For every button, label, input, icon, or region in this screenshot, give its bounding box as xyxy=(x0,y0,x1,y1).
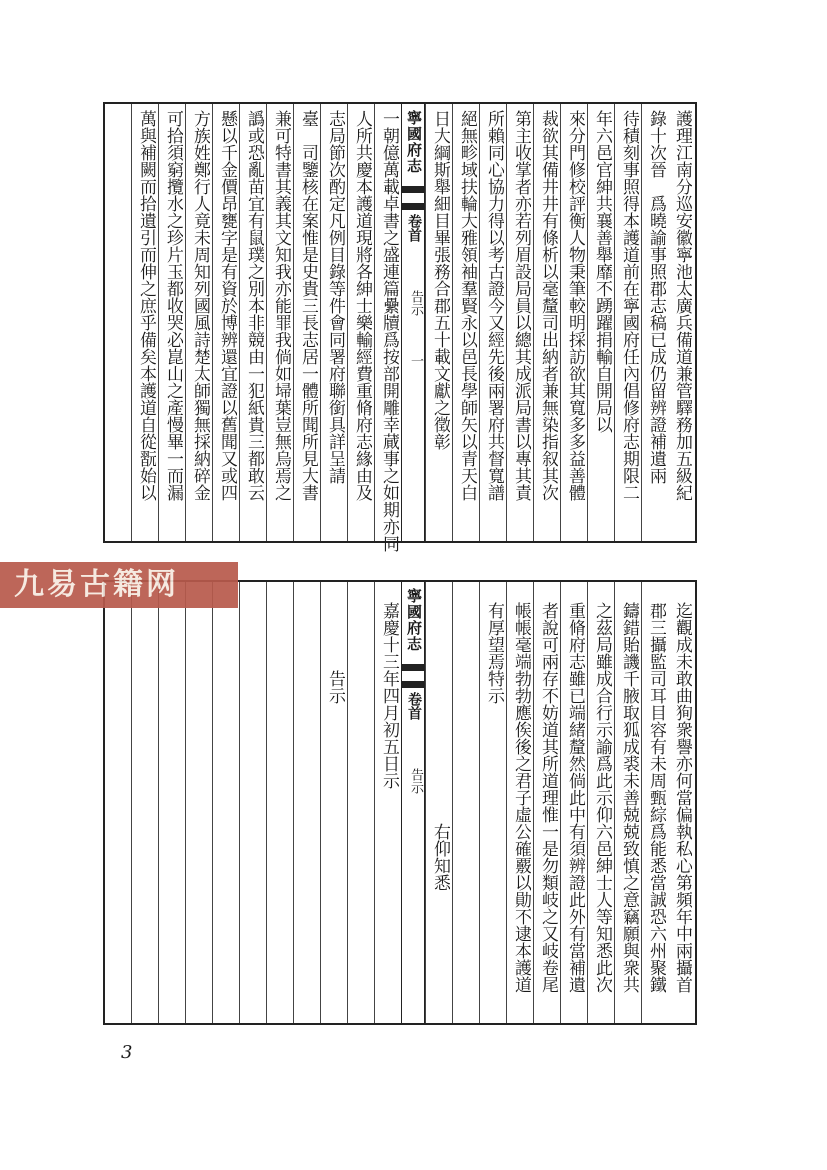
text-column xyxy=(212,582,239,1023)
spine-section: 告示 xyxy=(408,768,423,794)
text-column xyxy=(158,582,185,1023)
text-column xyxy=(425,104,452,541)
column-text: 帳帳毫端勃勃應俟後之君子虛公確覈以勛不逮本護道 xyxy=(511,602,531,993)
spine-page-number: 一 xyxy=(408,354,423,367)
text-column xyxy=(533,582,560,1023)
page-number: 3 xyxy=(121,1042,133,1063)
text-column xyxy=(587,104,614,541)
fishtail-mark-icon xyxy=(402,186,424,210)
text-column xyxy=(560,582,587,1023)
text-column xyxy=(614,104,641,541)
column-text: 所賴同心協力得以考古證今又經先後兩署府共督寬譜 xyxy=(484,110,504,501)
text-column xyxy=(185,104,212,541)
text-column xyxy=(614,582,641,1023)
text-column xyxy=(239,582,266,1023)
text-column xyxy=(320,104,347,541)
text-column xyxy=(374,104,401,552)
column-text: 鑄錯貽譏千腋取狐成裘未善兢兢致慎之意竊願與衆共 xyxy=(619,602,639,993)
fold-spine xyxy=(401,104,425,541)
column-text: 可拾須窮攬水之珍片玉都收哭必崑山之產慢畢一而漏 xyxy=(163,110,183,501)
text-column xyxy=(479,104,506,541)
column-text: 一朝億萬載卓書之盛連篇纍牘爲按部開雕幸蕆事之如期亦同 xyxy=(379,110,399,552)
column-text: 裁欲其備井井有條析以毫釐司出納者兼無染指叙其次 xyxy=(538,110,558,501)
column-text: 有厚望焉特示 xyxy=(484,602,504,704)
text-column xyxy=(293,104,320,541)
column-text: 兼可特書其義其文知我亦能罪我倘如埽葉豈無烏焉之 xyxy=(271,110,291,501)
spine-title: 寧國府志 xyxy=(405,588,423,652)
column-text: 者說可兩存不妨道其所道理惟一是勿類岐之又岐卷尾 xyxy=(538,602,558,993)
text-column xyxy=(506,582,533,1023)
text-column xyxy=(506,104,533,541)
bottom-page xyxy=(103,580,697,1025)
column-text: 告示 xyxy=(325,602,345,704)
column-text: 人所共慶本護道現將各紳士樂輸經費重脩府志緣由及 xyxy=(352,110,372,501)
column-text: 嘉慶十三年四月初五日示 xyxy=(379,602,399,789)
column-text: 年六邑官紳共襄善舉靡不踴躍捐輸自開局以 xyxy=(592,110,612,433)
text-column xyxy=(320,582,347,1023)
column-text: 來分門修校評衡人物秉筆較明採訪欲其寬多多益善體 xyxy=(565,110,585,501)
column-text: 重脩府志雖已端緒釐然倘此中有須辨證此外有當補遺 xyxy=(565,602,585,993)
watermark-banner: 九易古籍网 xyxy=(0,562,238,608)
text-column xyxy=(158,104,185,541)
text-column xyxy=(347,582,374,1023)
spine-juan: 卷首 xyxy=(406,692,422,720)
text-column xyxy=(641,582,668,1023)
text-column xyxy=(587,582,614,1023)
fold-spine xyxy=(401,582,425,1023)
text-column xyxy=(266,582,293,1023)
column-text: 絕無畛域扶輪大雅領袖羣賢永以邑長學師矢以青天白 xyxy=(457,110,477,501)
spine-juan: 卷首 xyxy=(406,214,422,242)
spine-title: 寧國府志 xyxy=(405,110,423,174)
text-column xyxy=(293,582,320,1023)
fishtail-mark-icon xyxy=(402,664,424,688)
column-text: 第主收掌者亦若列眉設局員以總其成派局書以專其責 xyxy=(511,110,531,501)
column-text: 護理江南分巡安徽寧池太廣兵備道兼管驛務加五級紀 xyxy=(672,110,692,501)
column-text: 待積刻事照得本護道前在寧國府任內倡修府志期限二 xyxy=(619,110,639,501)
column-text: 志局節次酌定凡例目錄等件會同署府聯銜具詳呈請 xyxy=(325,110,345,484)
text-column xyxy=(452,104,479,541)
top-page xyxy=(103,102,697,552)
text-column xyxy=(668,104,695,541)
text-column xyxy=(479,582,506,1023)
text-column xyxy=(347,104,374,541)
text-column xyxy=(131,582,158,1023)
column-text: 臺 司鑒核在案惟是史貴三長志居一體所聞所見大書 xyxy=(298,110,318,501)
text-column xyxy=(641,104,668,541)
text-column xyxy=(560,104,587,541)
column-text: 之茲局雖成合行示諭爲此示仰六邑紳士人等知悉此次 xyxy=(592,602,612,993)
column-text: 郡三攝監司耳目容有未周甄綜爲能悉當誠恐六州聚鐵 xyxy=(646,602,666,993)
text-column xyxy=(668,582,695,1023)
column-text: 日大綱斯舉細目畢張務合郡五十載文獻之徵彰 xyxy=(430,110,450,450)
text-column xyxy=(185,582,212,1023)
text-column xyxy=(266,104,293,541)
column-text: 錄十次晉 爲曉諭事照郡志稿已成仍留辨證補遺兩 xyxy=(646,110,666,484)
column-text: 萬與補闕而拾遺引而伸之庶乎備矣本護道自從翫始以 xyxy=(136,110,156,501)
column-text: 譌或恐亂苗宜有鼠璞之別本非競由一犯紙貴三都敢云 xyxy=(244,110,264,501)
text-column xyxy=(452,582,479,1023)
text-column xyxy=(131,104,158,541)
spine-section: 告示 xyxy=(408,290,423,316)
column-text: 方族姓鄭行人竟未周知列國風詩楚太師獨無採納碎金 xyxy=(190,110,210,501)
column-text: 迄觀成未敢曲狥衆譽亦何當偏執私心第頻年中兩攝首 xyxy=(672,602,692,993)
text-column xyxy=(212,104,239,541)
text-column xyxy=(239,104,266,541)
text-column xyxy=(374,582,401,1023)
text-column xyxy=(425,582,452,1023)
text-column xyxy=(533,104,560,541)
column-text: 懸以千金價昂甕字是有資於博辨還宜證以舊聞又或四 xyxy=(217,110,237,501)
column-text: 右仰知悉 xyxy=(430,602,450,891)
